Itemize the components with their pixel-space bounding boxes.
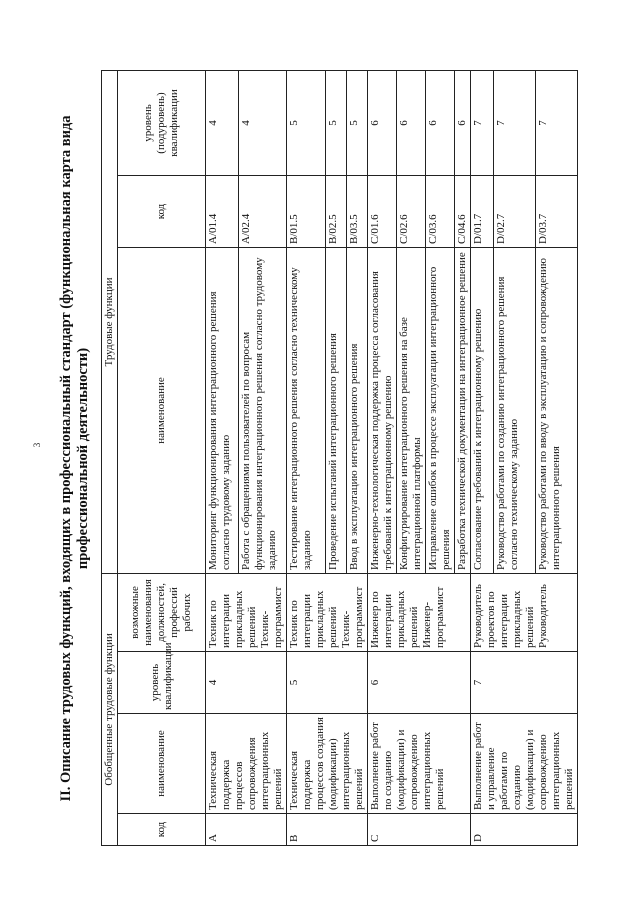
function-level: 4 bbox=[206, 70, 239, 175]
function-name: Работа с обращениями пользователей по вопросам функционирования интеграционного решения согласно трудовому заданию bbox=[239, 247, 287, 573]
function-name: Исправление ошибок в процессе эксплуатации интеграционного решения bbox=[426, 247, 455, 573]
function-name: Руководство работами по созданию интеграционного решения согласно техническому заданию bbox=[494, 247, 536, 573]
group-positions: Инженер по интеграции прикладных решений Инженер-программист bbox=[368, 573, 471, 651]
function-name: Разработка технической документации на интеграционное решение bbox=[455, 247, 471, 573]
function-name: Проведение испытаний интеграционного решения bbox=[325, 247, 346, 573]
table-header bbox=[102, 70, 206, 845]
function-code: D/03.7 bbox=[536, 175, 578, 247]
function-code: C/01.6 bbox=[368, 175, 397, 247]
page-number: 3 bbox=[32, 442, 42, 448]
column-header-positions: возможные наименования должностей, профессий рабочих bbox=[118, 573, 206, 651]
group-level: 4 bbox=[206, 652, 287, 714]
function-level: 6 bbox=[455, 70, 471, 175]
group-code: D bbox=[471, 814, 578, 846]
group-header-labor: Трудовые функции bbox=[102, 70, 118, 573]
table-row bbox=[368, 70, 397, 845]
group-code: B bbox=[287, 814, 368, 846]
group-positions: Руководитель проектов по интеграции прикладных решений Руководитель bbox=[471, 573, 578, 651]
function-code: C/02.6 bbox=[397, 175, 426, 247]
function-level: 6 bbox=[426, 70, 455, 175]
function-code: D/02.7 bbox=[494, 175, 536, 247]
function-name: Руководство работами по вводу в эксплуатацию и сопровождению интеграционного решения bbox=[536, 247, 578, 573]
group-name: Техническая поддержка процессов сопровождения интеграционных решений bbox=[206, 714, 287, 814]
table-body bbox=[206, 70, 578, 845]
group-name: Выполнение работ по созданию (модификации) и сопровождению интеграционных решений bbox=[368, 714, 471, 814]
function-level: 5 bbox=[325, 70, 346, 175]
function-name: Инженерно-технологическая поддержка процесса согласования требований к интеграционному решению bbox=[368, 247, 397, 573]
function-level: 7 bbox=[494, 70, 536, 175]
group-positions: Техник по интеграции прикладных решений Техник-программист bbox=[206, 573, 287, 651]
group-name: Выполнение работ и управление работами по созданию (модификации) и сопровождению интеграционных решений bbox=[471, 714, 578, 814]
function-code: A/02.4 bbox=[239, 175, 287, 247]
functional-map-table bbox=[101, 70, 578, 846]
table-row bbox=[287, 70, 326, 845]
function-level: 5 bbox=[346, 70, 367, 175]
column-header-code: код bbox=[118, 814, 206, 846]
function-name: Тестирование интеграционного решения согласно техническому заданию bbox=[287, 247, 326, 573]
function-name: Мониторинг функционирования интеграционного решения согласно трудовому заданию bbox=[206, 247, 239, 573]
group-name: Техническая поддержка процессов создания (модификации) интеграционных решений bbox=[287, 714, 368, 814]
function-level: 5 bbox=[287, 70, 326, 175]
function-level: 4 bbox=[239, 70, 287, 175]
function-code: B/02.5 bbox=[325, 175, 346, 247]
group-level: 7 bbox=[471, 652, 578, 714]
function-code: C/04.6 bbox=[455, 175, 471, 247]
group-header-generalized: Обобщенные трудовые функции bbox=[102, 573, 118, 845]
group-positions: Техник по интеграции прикладных решений Техник-программист bbox=[287, 573, 368, 651]
function-level: 6 bbox=[397, 70, 426, 175]
function-level: 6 bbox=[368, 70, 397, 175]
document-page bbox=[58, 71, 640, 846]
function-code: A/01.4 bbox=[206, 175, 239, 247]
function-code: C/03.6 bbox=[426, 175, 455, 247]
column-header-function-code: код bbox=[118, 175, 206, 247]
function-code: B/03.5 bbox=[346, 175, 367, 247]
function-name: Согласование требований к интеграционному решению bbox=[471, 247, 494, 573]
group-code: C bbox=[368, 814, 471, 846]
section-heading: II. Описание трудовых функций, входящих в профессиональный стандарт (функциональная карта вида профессиональной деятельности) bbox=[58, 115, 91, 802]
column-header-level: уровень квалификации bbox=[118, 652, 206, 714]
column-header-name: наименование bbox=[118, 714, 206, 814]
column-header-function-level: уровень (подуровень) квалификации bbox=[118, 70, 206, 175]
group-level: 6 bbox=[368, 652, 471, 714]
function-code: D/01.7 bbox=[471, 175, 494, 247]
column-header-function-name: наименование bbox=[118, 247, 206, 573]
table-row bbox=[206, 70, 239, 845]
function-level: 7 bbox=[471, 70, 494, 175]
function-name: Ввод в эксплуатацию интеграционного решения bbox=[346, 247, 367, 573]
group-level: 5 bbox=[287, 652, 368, 714]
function-code: B/01.5 bbox=[287, 175, 326, 247]
table-row bbox=[471, 70, 494, 845]
group-code: A bbox=[206, 814, 287, 846]
function-name: Конфигурирование интеграционного решения на базе интеграционной платформы bbox=[397, 247, 426, 573]
function-level: 7 bbox=[536, 70, 578, 175]
